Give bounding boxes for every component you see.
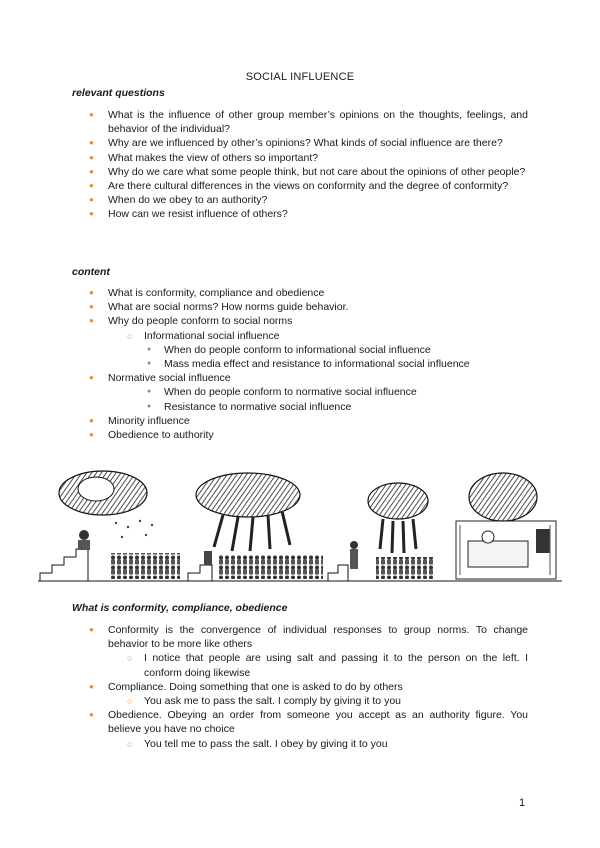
cartoon-panel-3 bbox=[328, 483, 448, 581]
list-item: ● Minority influence bbox=[72, 414, 528, 428]
cartoon-panel-1 bbox=[38, 471, 188, 581]
list-item: ● Compliance. Doing something that one is asked to do by others bbox=[72, 680, 528, 694]
list-item: ○ Informational social influence bbox=[72, 329, 528, 343]
list-item: ● Conformity is the convergence of individual responses to group norms. To change behavior to be more like others bbox=[72, 623, 528, 651]
list-item: ● Why do we care what some people think, but not care about the opinions of other people? bbox=[72, 165, 528, 179]
page-title: SOCIAL INFLUENCE bbox=[245, 71, 355, 83]
content-list bbox=[72, 286, 528, 442]
conformity-list bbox=[72, 623, 528, 751]
list-item: ● What makes the view of others so important? bbox=[72, 151, 528, 165]
cartoon-panel-4 bbox=[448, 473, 562, 581]
list-item: ● How can we resist influence of others? bbox=[72, 207, 528, 221]
section-heading-content: content bbox=[72, 266, 110, 278]
list-item: ○ I notice that people are using salt and passing it to the person on the left. I conform doing likewise bbox=[72, 651, 528, 679]
social-influence-cartoon-illustration bbox=[38, 465, 562, 585]
list-item: ● Obedience. Obeying an order from someone you accept as an authority figure. You believe you have no choice bbox=[72, 708, 528, 736]
list-item: ● When do people conform to normative social influence bbox=[72, 385, 528, 399]
list-item: ● Obedience to authority bbox=[72, 428, 528, 442]
list-item: ● When do people conform to informational social influence bbox=[72, 343, 528, 357]
page-number: 1 bbox=[519, 797, 526, 809]
relevant-questions-list bbox=[72, 108, 528, 222]
list-item: ○ You tell me to pass the salt. I obey by giving it to you bbox=[72, 737, 528, 751]
list-item: ● Normative social influence bbox=[72, 371, 528, 385]
list-item: ● What is the influence of other group member’s opinions on the thoughts, feelings, and behavior of the individual? bbox=[72, 108, 528, 136]
list-item: ● Are there cultural differences in the views on conformity and the degree of conformity? bbox=[72, 179, 528, 193]
list-item: ● Why are we influenced by other’s opinions? What kinds of social influence are there? bbox=[72, 136, 528, 150]
list-item: ● Mass media effect and resistance to informational social influence bbox=[72, 357, 528, 371]
section-heading-relevant-questions: relevant questions bbox=[72, 87, 165, 99]
list-item: ● Why do people conform to social norms bbox=[72, 314, 528, 328]
list-item: ○ You ask me to pass the salt. I comply by giving it to you bbox=[72, 694, 528, 708]
list-item: ● When do we obey to an authority? bbox=[72, 193, 528, 207]
list-item: ● Resistance to normative social influence bbox=[72, 400, 528, 414]
list-item: ● What are social norms? How norms guide behavior. bbox=[72, 300, 528, 314]
cartoon-panel-2 bbox=[186, 473, 328, 581]
section-heading-conformity-compliance-obedience: What is conformity, compliance, obedience bbox=[72, 602, 288, 614]
list-item: ● What is conformity, compliance and obedience bbox=[72, 286, 528, 300]
